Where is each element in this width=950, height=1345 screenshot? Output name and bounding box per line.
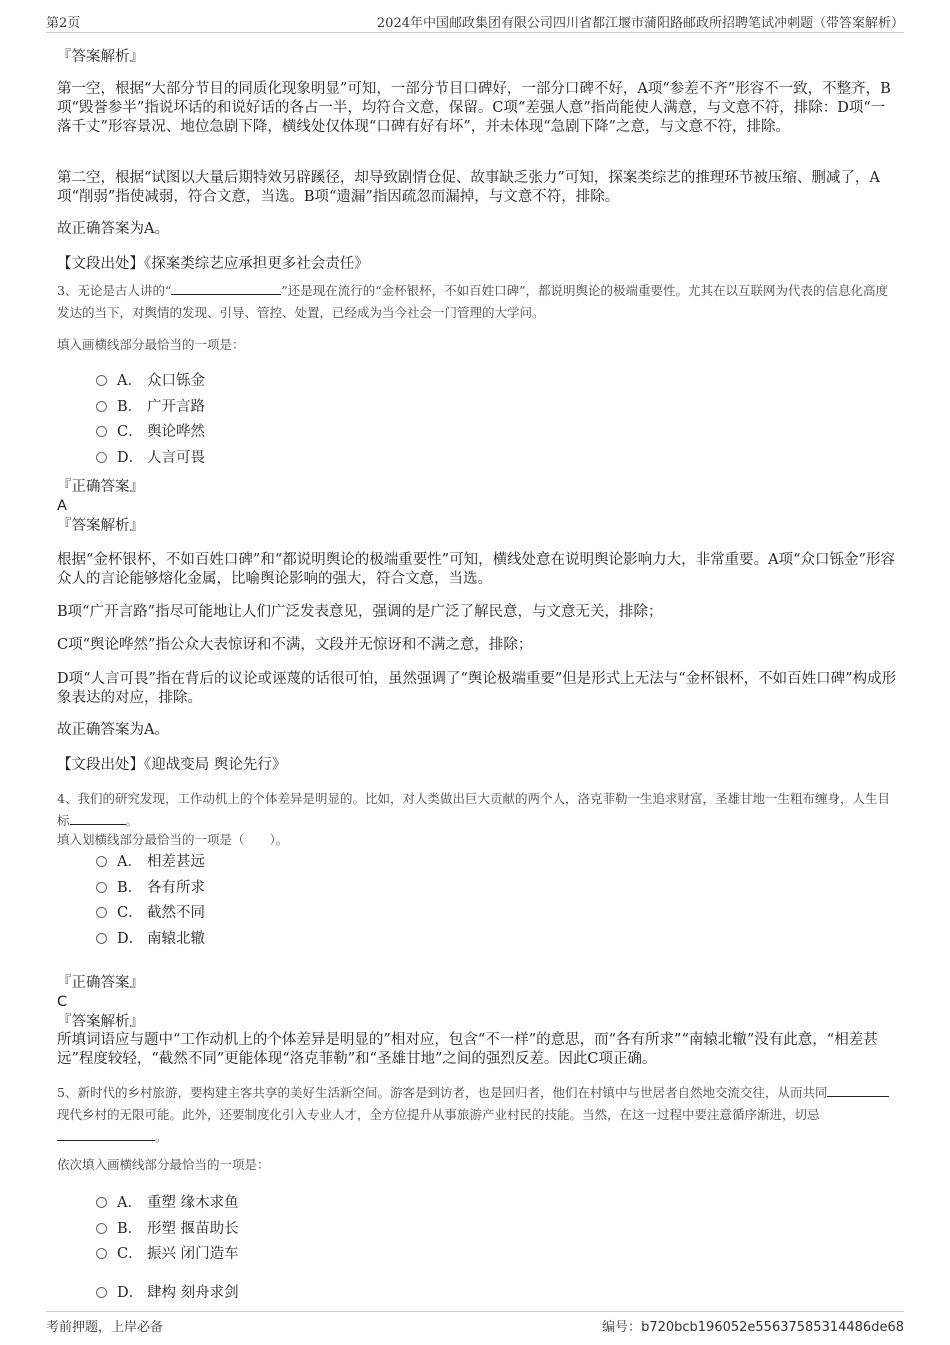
- q3-option-d[interactable]: D． 人言可畏: [96, 448, 205, 468]
- q3-option-a[interactable]: A． 众口铄金: [96, 371, 205, 391]
- q3-stem: [57, 280, 897, 324]
- q4-answer: C: [57, 994, 68, 1010]
- q3-analysis-para3: C项“舆论哗然”指公众大表惊讶和不满，文段并无惊讶和不满之意，排除；: [57, 637, 533, 653]
- radio-icon[interactable]: [96, 401, 107, 412]
- q2-source: 【文段出处】《探案类综艺应承担更多社会责任》: [57, 256, 369, 272]
- q3-instruction: 填入画横线部分最恰当的一项是：: [57, 337, 245, 352]
- radio-icon[interactable]: [96, 375, 107, 386]
- q2-analysis-para1: 第一空，根据“大部分节目的同质化现象明显”可知，一部分节目口碑好，一部分口碑不好，A项“参差不齐”形容不一致，不整齐，B项“毁誉参半”指说坏话的和说好话的各占一半，均符合文意，保留。C项“差强人意”指尚能使人满意，与文意不符，排除：D项“一落千丈”形容景况、地位急剧下降，横线处仅体现“口碑有好有坏”，并未体现“急剧下降”之意，与文意不符，排除。: [57, 81, 891, 135]
- radio-icon[interactable]: [96, 907, 107, 918]
- radio-icon[interactable]: [96, 1197, 107, 1208]
- q5-option-d[interactable]: D． 肆构 刻舟求剑: [96, 1283, 239, 1303]
- q4-option-d[interactable]: D． 南辕北辙: [96, 929, 205, 949]
- q3-analysis-para2: B项“广开言路”指尽可能地让人们广泛发表意见，强调的是广泛了解民意，与文意无关，排除；: [57, 604, 663, 620]
- q4-option-b[interactable]: B． 各有所求: [96, 878, 205, 898]
- q2-analysis-para2: 第二空，根据“试图以大量后期特效另辟蹊径，却导致剧情仓促、故事缺乏张力”可知，探案类综艺的推理环节被压缩、删减了，A项“削弱”指使减弱，符合文意，当选。B项“遗漏”指因疏忽而漏掉，与文意不符，排除。: [57, 170, 880, 205]
- q3-option-c[interactable]: C． 舆论哗然: [96, 422, 205, 442]
- q5-blank-2: [57, 1127, 155, 1141]
- radio-icon[interactable]: [96, 452, 107, 463]
- q3-blank: [171, 281, 281, 295]
- radio-icon[interactable]: [96, 1223, 107, 1234]
- q4-instruction: 填入划横线部分最恰当的一项是（ ）。: [57, 832, 289, 847]
- q5-stem: 5、新时代的乡村旅游，要构建主客共享的美好生活新空间。游客是到访者，也是回归者，他们在村镇中与世居者自然地交流交往，从而共同现代乡村的无限可能。此外，还要制度化引入专业人才，全方位提升从事旅游产业村民的技能。当然，在这一过程中要注意循序渐进，切忌。: [57, 1082, 897, 1148]
- page-header: [46, 12, 904, 33]
- q4-option-c[interactable]: C． 截然不同: [96, 903, 205, 923]
- q3-analysis-label: 『答案解析』: [57, 518, 144, 534]
- page-footer: [46, 1311, 904, 1334]
- q5-instruction: 依次填入画横线部分最恰当的一项是：: [57, 1157, 270, 1172]
- radio-icon[interactable]: [96, 1287, 107, 1298]
- q4-stem: 4、我们的研究发现，工作动机上的个体差异是明显的。比如，对人类做出巨大贡献的两个人，洛克菲勒一生追求财富，圣雄甘地一生粗布缠身，人生目标 。: [57, 791, 890, 828]
- q3-stem-part1: 3、无论是古人讲的“: [57, 283, 172, 298]
- q5-blank-1: [827, 1083, 889, 1097]
- q3-analysis-para1: 根据“金杯银杯，不如百姓口碑”和“都说明舆论的极端重要性”可知，横线处意在说明舆论影响力大，非常重要。A项“众口铄金”形容众人的言论能够熔化金属，比喻舆论影响的强大，符合文意，当选。: [57, 552, 895, 587]
- q3-option-b[interactable]: B． 广开言路: [96, 397, 205, 417]
- q3-answer-label: 『正确答案』: [57, 479, 144, 495]
- footer-slogan: 考前押题，上岸必备: [46, 1320, 164, 1335]
- page-number: 第2页: [46, 16, 81, 31]
- radio-icon[interactable]: [96, 933, 107, 944]
- q4-option-a[interactable]: A． 相差甚远: [96, 852, 205, 872]
- q4-analysis: 所填词语应与题中“工作动机上的个体差异是明显的”相对应，包含“不一样”的意思，而“各有所求”“南辕北辙”没有此意，“相差甚远”程度较轻，“截然不同”更能体现“洛克菲勒”和“圣雄甘地”之间的强烈反差。因此C项正确。: [57, 1032, 878, 1067]
- radio-icon[interactable]: [96, 1248, 107, 1259]
- q2-conclusion: 故正确答案为A。: [57, 221, 169, 237]
- q2-analysis-label: 『答案解析』: [57, 49, 144, 65]
- q5-option-a[interactable]: A． 重塑 缘木求鱼: [96, 1193, 239, 1213]
- q3-conclusion: 故正确答案为A。: [57, 722, 169, 738]
- footer-code: 编号：b720bcb196052e55637585314486de68: [602, 1320, 904, 1335]
- q4-answer-label: 『正确答案』: [57, 975, 144, 991]
- q5-option-c[interactable]: C． 振兴 闭门造车: [96, 1244, 239, 1264]
- q4-blank: [70, 811, 126, 825]
- radio-icon[interactable]: [96, 882, 107, 893]
- document-title: 2024年中国邮政集团有限公司四川省都江堰市蒲阳路邮政所招聘笔试冲刺题（带答案解析）: [376, 16, 904, 31]
- radio-icon[interactable]: [96, 856, 107, 867]
- radio-icon[interactable]: [96, 426, 107, 437]
- q3-answer: A: [57, 498, 67, 514]
- q3-source: 【文段出处】《迎战变局 舆论先行》: [57, 757, 287, 773]
- q5-option-b[interactable]: B． 形塑 揠苗助长: [96, 1219, 239, 1239]
- q4-analysis-label: 『答案解析』: [57, 1014, 144, 1030]
- q3-stem-part2: ”还是现在流行的“金杯银杯，不如百姓口碑”，都说明舆论的极端重要性。尤其在以互联网为代表的信息化高度发达的当下，对舆情的发现、引导、管控、处置，已经成为当今社会一门管理的大学问。: [57, 283, 889, 320]
- q3-analysis-para4: D项“人言可畏”指在背后的议论或诬蔑的话很可怕，虽然强调了“舆论极端重要”但是形式上无法与“金杯银杯，不如百姓口碑”构成形象表达的对应，排除。: [57, 671, 897, 706]
